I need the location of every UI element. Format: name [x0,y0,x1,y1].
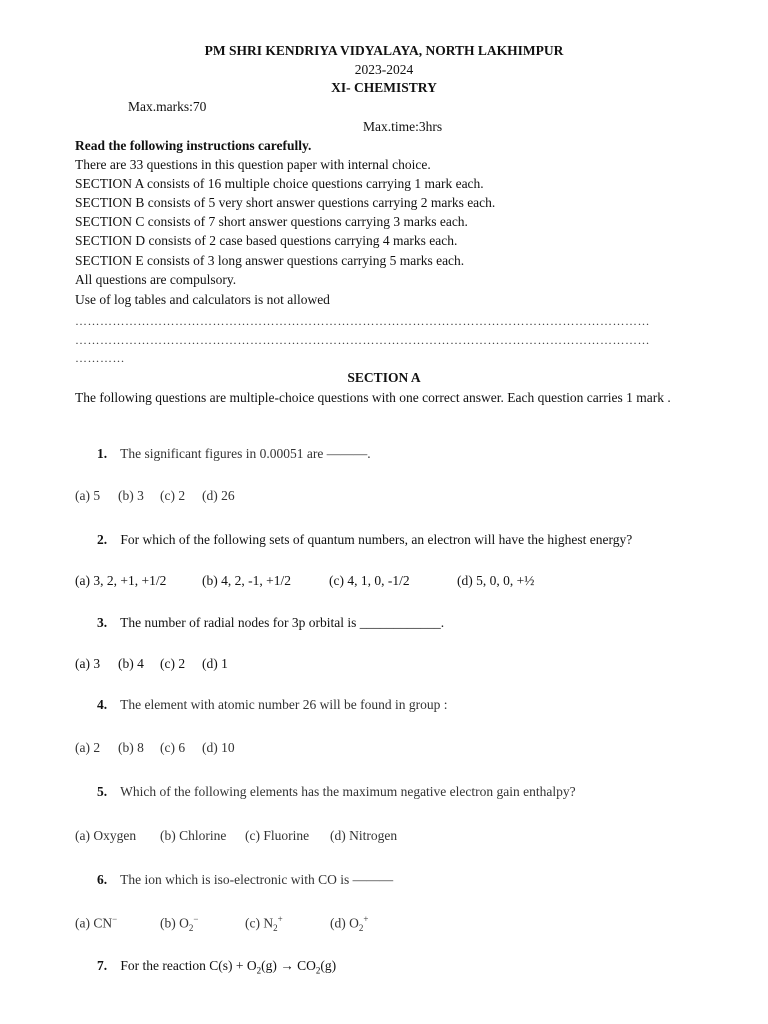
subscript: 2 [256,965,262,976]
question-6 [97,872,393,888]
charge-sup: − [112,914,118,924]
option-b: (b) 4, 2, -1, +1/2 [202,573,291,588]
question-number: 1. [97,446,108,461]
subscript: 2 [188,923,194,934]
question-3-options [75,656,228,672]
question-5-options [75,828,397,844]
instruction-line: SECTION E consists of 3 long answer questions carrying 5 marks each. [75,253,465,268]
question-text: The ion which is iso-electronic with CO is ——— [120,872,394,887]
charge-sup: + [363,914,369,924]
max-time: Max.time:3hrs [363,119,443,134]
question-1-options [75,488,235,504]
text-part: (g) → CO [261,958,316,973]
section-a-title: SECTION A [347,370,421,385]
option-d: (d) 1 [202,656,228,671]
question-5 [97,784,576,800]
question-text: The element with atomic number 26 will be found in group : [120,697,448,712]
option-a: (a) 3 [75,656,101,671]
option-d: (d) 26 [202,488,235,503]
dotted-separator: ………………………………………………………………………………………………………………………… [75,333,650,347]
question-number: 7. [97,958,108,973]
option-c: (c) 2 [160,656,186,671]
question-text: Which of the following elements has the maximum negative electron gain enthalpy? [120,784,576,799]
option-c: (c) 6 [160,740,186,755]
option-text: (d) O [330,915,359,931]
instruction-line: SECTION A consists of 16 multiple choice questions carrying 1 mark each. [75,176,484,191]
option-a: (a) Oxygen [75,828,137,843]
instruction-line: Use of log tables and calculators is not allowed [75,292,330,307]
question-6-options [75,914,368,933]
subject-title: XI- CHEMISTRY [331,80,437,95]
question-7 [97,958,336,976]
charge-sup: − [193,914,199,924]
question-number: 4. [97,697,108,712]
dotted-separator: ………………………………………………………………………………………………………………………… [75,314,650,328]
question-3 [97,615,444,631]
subscript: 2 [358,923,364,934]
option-text: (a) CN [75,915,113,931]
instruction-line: All questions are compulsory. [75,272,237,287]
option-text: (b) O [160,915,189,931]
section-a-description: The following questions are multiple-choice questions with one correct answer. Each question carries 1 mark . [75,390,671,405]
instructions-heading: Read the following instructions carefully. [75,138,312,153]
school-name: PM SHRI KENDRIYA VIDYALAYA, NORTH LAKHIMPUR [204,43,564,58]
option-c: (c) 2 [160,488,186,503]
option-b: (b) 3 [118,488,144,503]
text-part: For the reaction C(s) + O [120,958,257,973]
question-2 [97,532,632,548]
option-d [330,914,368,933]
question-text [120,958,337,976]
question-number: 3. [97,615,108,630]
instruction-line: SECTION C consists of 7 short answer questions carrying 3 marks each. [75,214,468,229]
instruction-line: SECTION B consists of 5 very short answer questions carrying 2 marks each. [75,195,496,210]
academic-year: 2023-2024 [354,62,414,77]
option-b: (b) 4 [118,656,144,671]
option-a: (a) 2 [75,740,101,755]
option-c: (c) Fluorine [245,828,310,843]
charge-sup: + [277,914,283,924]
question-1 [97,446,371,462]
question-text: The number of radial nodes for 3p orbital is ____________. [120,615,445,630]
option-b: (b) Chlorine [160,828,227,843]
question-2-options [75,573,534,589]
option-b: (b) 8 [118,740,144,755]
instruction-line: SECTION D consists of 2 case based questions carrying 4 marks each. [75,233,458,248]
subscript: 2 [315,965,321,976]
question-number: 2. [97,532,108,547]
text-part: (g) [320,958,337,973]
dotted-separator: ………… [75,351,125,365]
max-marks: Max.marks:70 [128,99,207,114]
option-c: (c) 4, 1, 0, -1/2 [329,573,410,588]
option-a: (a) 3, 2, +1, +1/2 [75,573,167,588]
question-number: 6. [97,872,108,887]
option-text: (c) N [245,915,274,931]
instruction-line: There are 33 questions in this question paper with internal choice. [75,157,431,172]
subscript: 2 [273,923,278,934]
option-c [245,914,330,933]
question-text: The significant figures in 0.00051 are ———. [120,446,371,461]
option-b [160,914,245,933]
option-d: (d) Nitrogen [330,828,398,843]
question-4-options [75,740,235,756]
question-text: For which of the following sets of quantum numbers, an electron will have the highest energy? [120,532,633,547]
option-d: (d) 10 [202,740,235,755]
option-d: (d) 5, 0, 0, +½ [457,573,535,588]
question-number: 5. [97,784,108,799]
option-a [75,914,160,932]
question-4 [97,697,447,713]
option-a: (a) 5 [75,488,101,503]
